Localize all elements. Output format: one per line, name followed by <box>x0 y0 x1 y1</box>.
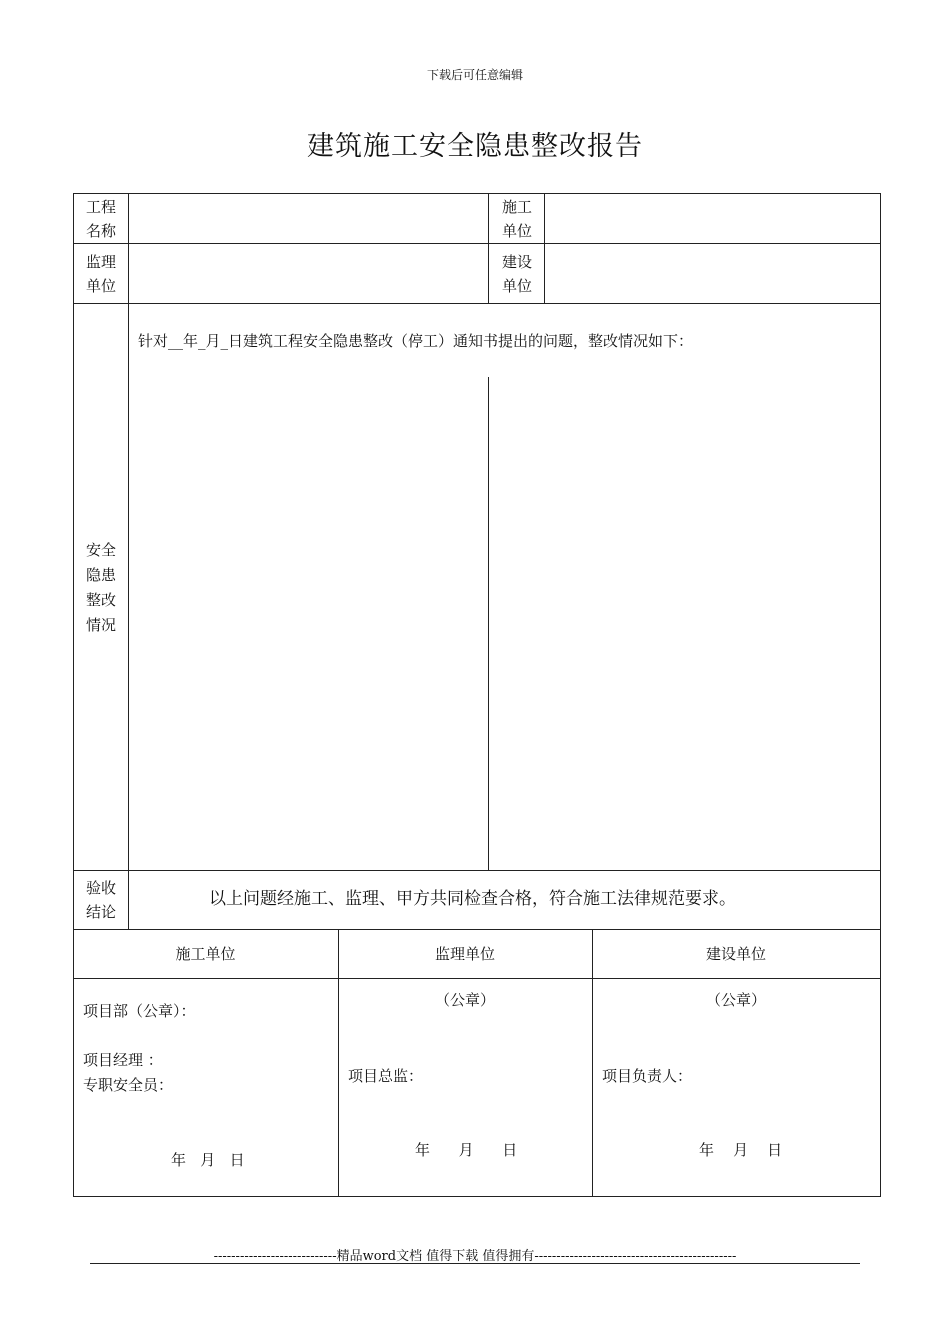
supervision-seal: （公章） <box>434 991 495 1009</box>
sig-header-construction: 施工单位 <box>175 945 236 963</box>
project-name-label: 工程 名称 <box>85 198 116 240</box>
col-divider <box>592 929 593 1196</box>
page-title: 建筑施工安全隐患整改报告 <box>307 131 643 162</box>
supervision-date: 年 月 日 <box>415 1141 518 1159</box>
dept-seal-label: 项目部（公章）： <box>83 1002 196 1020</box>
owner-seal: （公章） <box>705 991 766 1009</box>
chief-supervisor-label: 项目总监： <box>348 1067 424 1085</box>
row-divider <box>73 303 881 304</box>
sig-header-owner: 建设单位 <box>705 945 766 963</box>
construction-unit-field[interactable] <box>545 194 880 243</box>
rectification-content-right[interactable] <box>489 377 880 870</box>
construction-unit-label: 施工 单位 <box>501 198 532 240</box>
row-divider <box>73 978 881 979</box>
footer-note: ----------------------------精品word文档 值得下载 值得拥有---------------------------------------------- <box>213 1249 737 1264</box>
table-border-bottom <box>73 1196 881 1197</box>
owner-date: 年 月 日 <box>699 1141 783 1159</box>
acceptance-text: 以上问题经施工、监理、甲方共同检查合格，符合施工法律规范要求。 <box>209 889 736 909</box>
construction-date: 年 月 日 <box>171 1151 245 1169</box>
footer-rule <box>90 1263 860 1264</box>
supervision-unit-label: 监理 单位 <box>85 253 116 295</box>
header-note: 下载后可任意编辑 <box>426 68 523 82</box>
table-border-left <box>73 193 74 1196</box>
owner-unit-field[interactable] <box>545 244 880 303</box>
safety-officer-label: 专职安全员： <box>83 1076 174 1094</box>
rectification-label: 安全 隐患 整改 情况 <box>85 541 116 634</box>
owner-leader-label: 项目负责人： <box>602 1067 693 1085</box>
project-name-field[interactable] <box>129 194 488 243</box>
supervision-unit-field[interactable] <box>129 244 488 303</box>
rectification-content-left[interactable] <box>129 377 488 870</box>
sig-header-supervision: 监理单位 <box>434 945 495 963</box>
row-divider <box>73 870 881 871</box>
col-divider <box>338 929 339 1196</box>
rectification-intro: 针对__年_月_日建筑工程安全隐患整改（停工）通知书提出的问题，整改情况如下： <box>138 332 694 350</box>
table-border-right <box>880 193 881 1196</box>
project-manager-label: 项目经理 ： <box>83 1051 163 1069</box>
owner-unit-label: 建设 单位 <box>501 253 532 295</box>
row-divider <box>73 929 881 930</box>
acceptance-label: 验收 结论 <box>85 879 116 921</box>
